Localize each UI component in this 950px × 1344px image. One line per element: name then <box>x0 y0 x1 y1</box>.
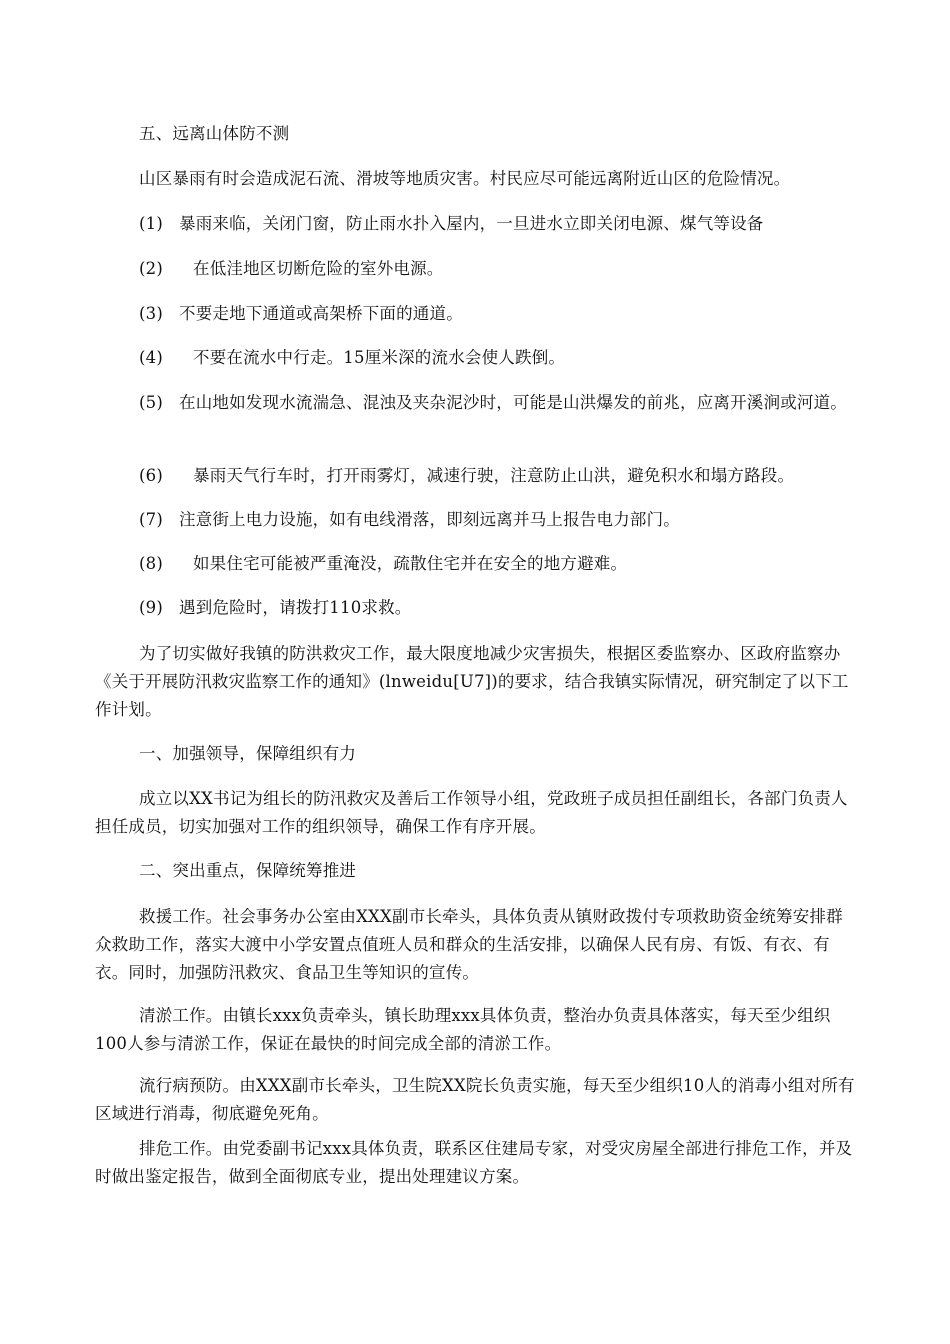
list-item-number: (3) <box>139 304 163 323</box>
epidemic-prevention-paragraph: 流行病预防。由XXX副市长牵头，卫生院XX院长负责实施，每天至少组织10人的消毒小组对所有区域进行消毒，彻底避免死角。 <box>95 1076 855 1123</box>
list-item <box>95 506 855 534</box>
list-item-number: (7) <box>139 510 163 529</box>
rescue-paragraph: 救援工作。社会事务办公室由XXX副市长牵头，具体负责从镇财政拨付专项救助资金统筹安排群众救助工作，落实大渡中小学安置点值班人员和群众的生活安排，以确保人民有房、有饭、有衣、有衣。同时，加强防汛救灾、食品卫生等知识的宣传。 <box>95 907 843 982</box>
list-item-text: 在低洼地区切断危险的室外电源。 <box>193 259 444 278</box>
list-item-number: (9) <box>139 598 163 617</box>
list-item-number: (2) <box>139 259 163 278</box>
list-item-text: 不要在流水中行走。15厘米深的流水会使人跌倒。 <box>193 348 566 367</box>
list-item-text: 遇到危险时，请拨打110求救。 <box>179 598 412 617</box>
list-item-number: (8) <box>139 554 163 573</box>
leadership-paragraph: 成立以XX书记为组长的防汛救灾及善后工作领导小组，党政班子成员担任副组长，各部门负责人担任成员，切实加强对工作的组织领导，确保工作有序开展。 <box>95 789 848 836</box>
list-item-number: (5) <box>139 393 163 412</box>
list-item <box>95 255 855 283</box>
list-item <box>95 550 855 578</box>
list-item <box>95 594 855 622</box>
section-intro-paragraph: 山区暴雨有时会造成泥石流、滑坡等地质灾害。村民应尽可能远离附近山区的危险情况。 <box>139 169 791 188</box>
list-item-text: 注意街上电力设施，如有电线滑落，即刻远离并马上报告电力部门。 <box>179 510 680 529</box>
list-item <box>95 300 855 328</box>
list-item-text: 在山地如发现水流湍急、混浊及夹杂泥沙时，可能是山洪爆发的前兆，应离开溪涧或河道。 <box>179 393 847 412</box>
silt-clearing-paragraph: 清淤工作。由镇长xxx负责牵头，镇长助理xxx具体负责，整治办负责具体落实，每天至少组织100人参与清淤工作，保证在最快的时间完成全部的清淤工作。 <box>95 1006 831 1053</box>
section-heading-5: 五、远离山体防不测 <box>139 124 290 143</box>
list-item-text: 不要走地下通道或高架桥下面的通道。 <box>179 304 463 323</box>
list-item <box>95 389 855 417</box>
heading-leadership: 一、加强领导，保障组织有力 <box>139 744 357 763</box>
list-item-text: 如果住宅可能被严重淹没，疏散住宅并在安全的地方避难。 <box>193 554 628 573</box>
plan-intro-paragraph: 为了切实做好我镇的防洪救灾工作，最大限度地减少灾害损失，根据区委监察办、区政府监察办《关于开展防汛救灾监察工作的通知》(lnweidu[U7])的要求，结合我镇实际情况，研究制定了以下工作计划。 <box>95 644 849 719</box>
heading-key-points: 二、突出重点，保障统筹推进 <box>139 861 357 880</box>
list-item <box>95 344 855 372</box>
list-item-number: (1) <box>139 214 163 233</box>
danger-inspection-paragraph: 排危工作。由党委副书记xxx具体负责，联系区住建局专家，对受灾房屋全部进行排危工作，并及时做出鉴定报告，做到全面彻底专业，提出处理建议方案。 <box>95 1139 853 1186</box>
list-item-number: (4) <box>139 348 163 367</box>
list-item-text: 暴雨来临，关闭门窗，防止雨水扑入屋内，一旦进水立即关闭电源、煤气等设备 <box>179 214 764 233</box>
list-item-number: (6) <box>139 466 163 485</box>
list-item <box>95 462 855 490</box>
list-item-text: 暴雨天气行车时，打开雨雾灯，减速行驶，注意防止山洪，避免积水和塌方路段。 <box>193 466 795 485</box>
list-item <box>95 210 855 238</box>
